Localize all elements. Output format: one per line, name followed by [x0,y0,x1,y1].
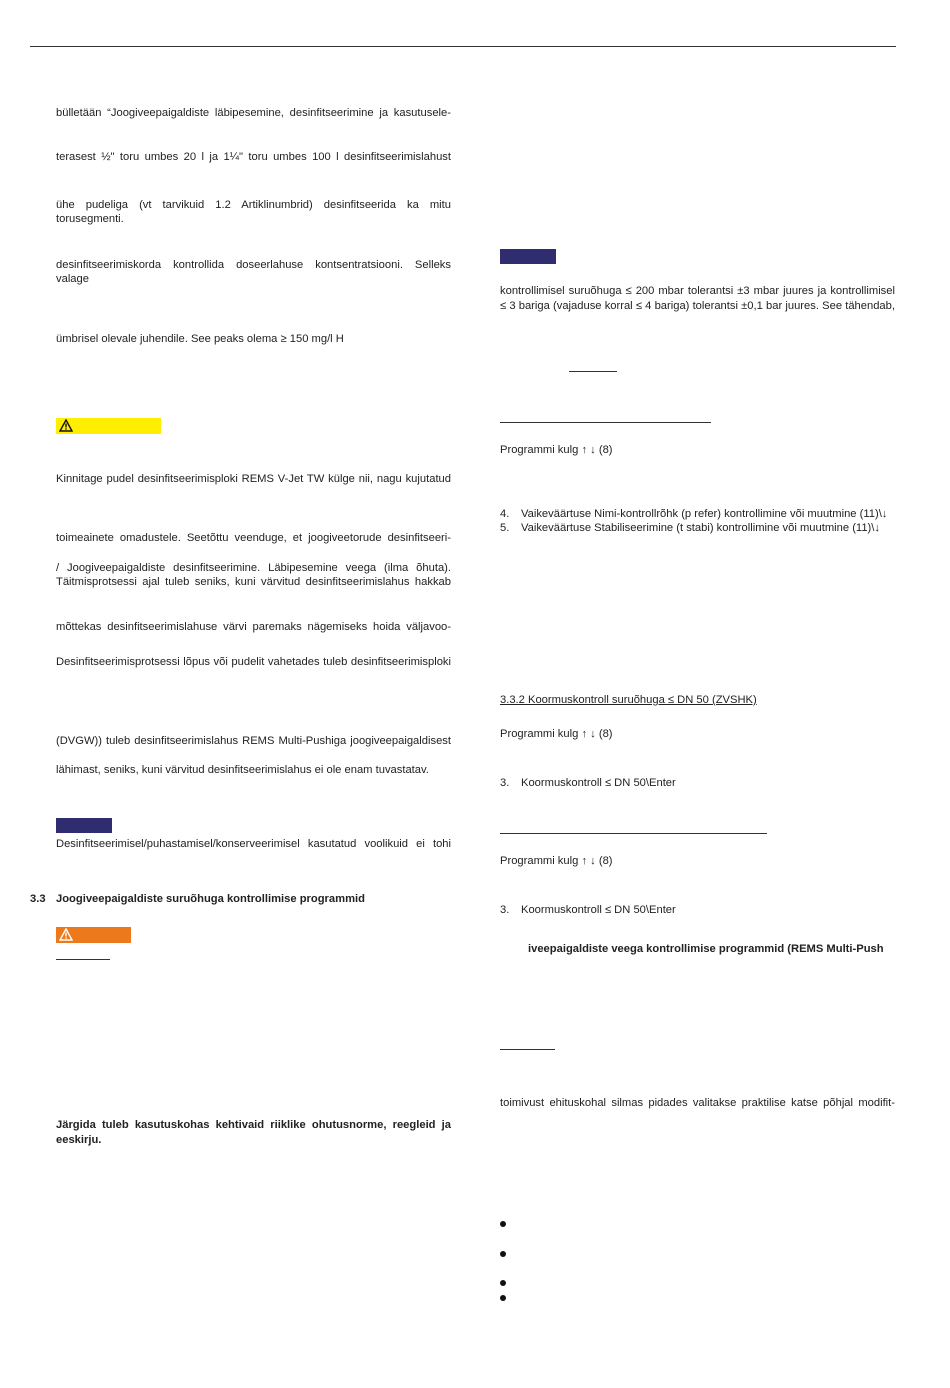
item-5-text: Vaikeväärtuse Stabiliseerimine (t stabi) kontrollimine või muutmine (11)\↓ [521,522,880,534]
short-rule-right-2 [500,1049,555,1050]
left-line-6: Kinnitage pudel desinfitseerimisploki REMS V-Jet TW külge nii, nagu kujutatud [56,473,451,485]
left-line-10: mõttekas desinfitseerimislahuse värvi paremaks nägemiseks hoida väljavoo- [56,621,451,633]
right-line-1: kontrollimisel suruõhuga ≤ 200 mbar tolerantsi ±3 mbar juures ja kontrollimisel [500,285,895,297]
section-title: Joogiveepaigaldiste suruõhuga kontrollimise programmid [56,893,365,905]
left-line-13: lähimast, seniks, kuni värvitud desinfitseerimislahus ei ole enam tuvastatav. [56,764,429,776]
right-line-last: toimivust ehituskohal silmas pidades valitakse praktilise katse põhjal modifit- [500,1097,895,1109]
safety-line-2: eeskirju. [56,1134,102,1146]
bold-heading-right: iveepaigaldiste veega kontrollimise programmid (REMS Multi-Push [528,943,884,955]
short-rule-right [569,371,617,372]
notice-bar-navy [56,818,112,833]
warning-bar-yellow [56,418,161,434]
item-4-text: Vaikeväärtuse Nimi-kontrollrõhk (p refer) kontrollimine või muutmine (11)\↓ [521,508,888,520]
warning-triangle-icon [59,419,73,432]
item-3b-text: Koormuskontroll ≤ DN 50\Enter [521,904,676,916]
left-line-4: desinfitseerimiskorda kontrollida doseerlahuse kontsentratsiooni. Selleks valage [56,259,451,285]
header-rule [30,46,896,47]
left-line-14: Desinfitseerimisel/puhastamisel/konserveerimisel kasutatud voolikuid ei tohi [56,838,451,850]
left-line-1: bülletään “Joogiveepaigaldiste läbipesemine, desinfitseerimine ja kasutusele- [56,107,451,119]
left-line-12: (DVGW)) tuleb desinfitseerimislahus REMS Multi-Pushiga joogiveepaigaldisest [56,735,451,747]
right-line-2: ≤ 3 bariga (vajaduse korral ≤ 4 bariga) tolerantsi ±0,1 bar juures. See tähendab, [500,300,895,312]
rule-right-2 [500,833,767,834]
left-line-7: toimeainete omadustele. Seetõttu veenduge, et joogiveetorude desinfitseeri- [56,532,451,544]
left-line-9: Täitmisprotsessi ajal tuleb seniks, kuni värvitud desinfitseerimislahus hakkab [56,576,451,588]
left-line-5: ümbrisel olevale juhendile. See peaks olema ≥ 150 mg/l H [56,333,344,345]
program-flow-2: Programmi kulg ↑ ↓ (8) [500,728,613,740]
bullet-dot-icon [500,1251,506,1257]
program-flow-3: Programmi kulg ↑ ↓ (8) [500,855,613,867]
warning-triangle-icon [59,928,73,941]
bullet-dot-icon [500,1295,506,1301]
bullet-dot-icon [500,1280,506,1286]
left-line-2: terasest ½" toru umbes 20 l ja 1¼" toru umbes 100 l desinfitseerimislahust [56,151,451,163]
section-number: 3.3 [30,893,46,905]
safety-line-1: Järgida tuleb kasutuskohas kehtivaid riiklike ohutusnorme, reegleid ja [56,1119,451,1131]
bullet-dot-icon [500,1221,506,1227]
item-5-number: 5. [500,522,510,534]
left-line-3: ühe pudeliga (vt tarvikuid 1.2 Artiklinumbrid) desinfitseerida ka mitu torusegmenti. [56,199,451,225]
rule-right-1 [500,422,711,423]
short-rule-left [56,959,110,960]
warning-bar-orange [56,927,131,943]
notice-bar-navy-right [500,249,556,264]
item-3b-number: 3. [500,904,510,916]
left-line-11: Desinfitseerimisprotsessi lõpus või pudelit vahetades tuleb desinfitseerimisploki [56,656,451,668]
item-3a-number: 3. [500,777,510,789]
item-4-number: 4. [500,508,510,520]
sub-heading-3-3-2: 3.3.2 Koormuskontroll suruõhuga ≤ DN 50 (ZVSHK) [500,694,757,706]
item-3a-text: Koormuskontroll ≤ DN 50\Enter [521,777,676,789]
program-flow-1: Programmi kulg ↑ ↓ (8) [500,444,613,456]
left-line-8: / Joogiveepaigaldiste desinfitseerimine. Läbipesemine veega (ilma õhuta). [56,562,451,574]
